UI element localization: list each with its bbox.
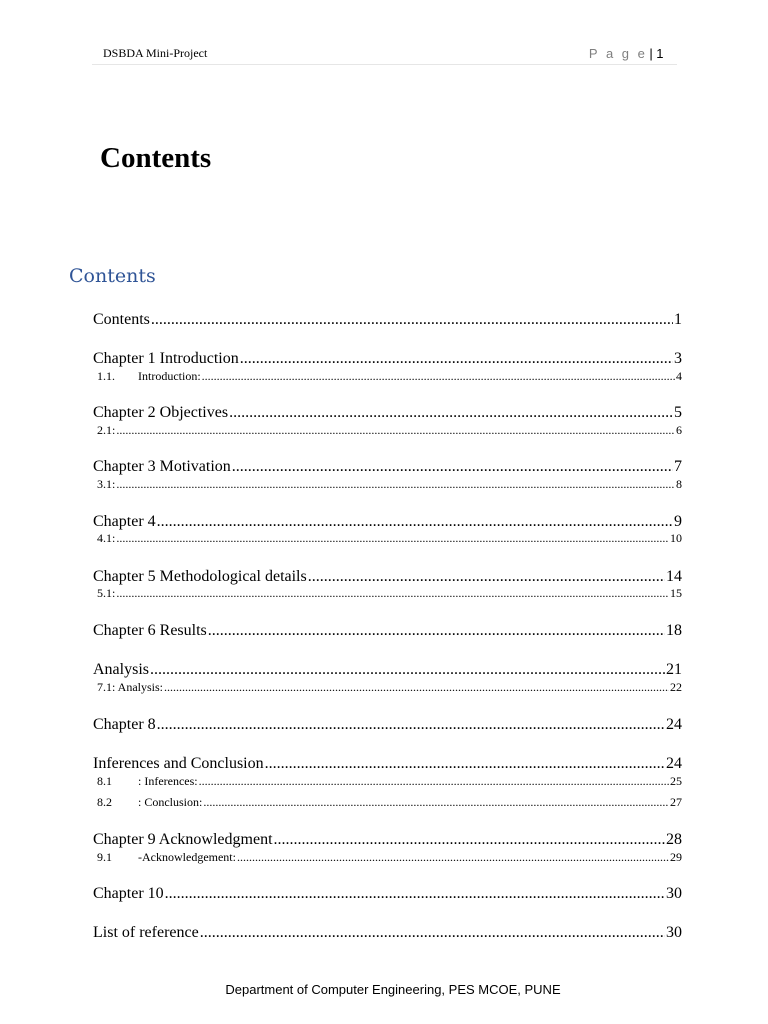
toc-entry-label: Chapter 2 Objectives <box>93 404 229 421</box>
toc-leader <box>151 310 673 330</box>
toc-leader <box>116 531 669 545</box>
toc-leader <box>308 567 665 587</box>
toc-leader <box>265 754 665 774</box>
toc-entry-label: List of reference <box>93 924 199 941</box>
toc-subentry-page: 29 <box>670 850 682 864</box>
toc-entry[interactable] <box>93 754 682 774</box>
toc-subentry-label: : Inferences: <box>138 774 198 788</box>
toc-subentry[interactable] <box>97 680 682 694</box>
page-label: P a g e <box>588 46 648 61</box>
toc-entry[interactable] <box>93 884 682 904</box>
toc-entry-page: 5 <box>674 404 682 421</box>
toc-subentry[interactable] <box>97 423 682 437</box>
toc-entry[interactable] <box>93 567 682 587</box>
toc-entry[interactable] <box>93 457 682 477</box>
toc-entry[interactable] <box>93 621 682 641</box>
toc-entry-page: 1 <box>674 311 682 328</box>
toc-subentry-page: 8 <box>676 477 682 491</box>
toc-heading: Contents <box>69 265 156 287</box>
toc-entry-label: Contents <box>93 311 150 328</box>
toc-subentry-page: 4 <box>676 369 682 383</box>
toc-leader <box>199 774 669 788</box>
page-title: Contents <box>100 142 212 174</box>
toc-leader <box>232 457 673 477</box>
toc-leader <box>116 423 675 437</box>
toc-entry-label: Inferences and Conclusion <box>93 755 264 772</box>
toc-entry-page: 24 <box>666 755 682 772</box>
toc-entry[interactable] <box>93 403 682 423</box>
toc-subentry-page: 15 <box>670 586 682 600</box>
toc-entry[interactable] <box>93 715 682 735</box>
toc-entry[interactable] <box>93 310 682 330</box>
toc-subentry[interactable] <box>97 586 682 600</box>
toc-entry-label: Chapter 10 <box>93 885 164 902</box>
toc-leader <box>237 850 669 864</box>
toc-subentry-number: 8.1 <box>97 774 112 788</box>
toc-leader <box>164 680 669 694</box>
toc-subentry[interactable] <box>97 477 682 491</box>
toc-entry-page: 7 <box>674 458 682 475</box>
toc-subentry[interactable] <box>97 850 682 864</box>
toc-entry-page: 21 <box>666 661 682 678</box>
toc-subentry-label: 4.1: <box>97 531 116 545</box>
toc-entry-label: Chapter 3 Motivation <box>93 458 231 475</box>
toc-leader <box>165 884 665 904</box>
toc-entry-page: 28 <box>666 831 682 848</box>
toc-subentry-page: 22 <box>670 680 682 694</box>
toc-entry-label: Chapter 4 <box>93 513 156 530</box>
toc-leader <box>229 403 673 423</box>
toc-entry-page: 14 <box>666 568 682 585</box>
toc-entry-page: 3 <box>674 350 682 367</box>
toc-entry[interactable] <box>93 660 682 680</box>
toc-leader <box>116 586 669 600</box>
toc-entry[interactable] <box>93 923 682 943</box>
toc-entry-label: Chapter 8 <box>93 716 156 733</box>
header-rule <box>92 64 677 65</box>
page-footer: Department of Computer Engineering, PES MCOE, PUNE <box>225 982 561 997</box>
toc-leader <box>157 512 673 532</box>
toc-leader <box>203 795 669 809</box>
header-document-title: DSBDA Mini-Project <box>103 46 208 60</box>
toc-entry-label: Chapter 6 Results <box>93 622 207 639</box>
toc-entry[interactable] <box>93 830 682 850</box>
toc-subentry-page: 27 <box>670 795 682 809</box>
page-separator: | <box>649 46 654 61</box>
toc-subentry-label: 5.1: <box>97 586 116 600</box>
toc-leader <box>150 660 665 680</box>
toc-subentry-label: 7.1: Analysis: <box>97 680 164 694</box>
toc-subentry-page: 25 <box>670 774 682 788</box>
toc-subentry-label: 3.1: <box>97 477 116 491</box>
toc-subentry-label: Introduction: <box>138 369 201 383</box>
toc-entry-page: 24 <box>666 716 682 733</box>
toc-subentry[interactable] <box>97 774 682 788</box>
toc-subentry-label: : Conclusion: <box>138 795 203 809</box>
toc-leader <box>240 349 673 369</box>
toc-subentry-page: 6 <box>676 423 682 437</box>
toc-entry[interactable] <box>93 349 682 369</box>
toc-entry-page: 30 <box>666 924 682 941</box>
toc-entry-label: Analysis <box>93 661 149 678</box>
toc-subentry-number: 9.1 <box>97 850 112 864</box>
toc-subentry-number: 8.2 <box>97 795 112 809</box>
toc-subentry[interactable] <box>97 369 682 383</box>
toc-entry-label: Chapter 9 Acknowledgment <box>93 831 273 848</box>
toc-entry-label: Chapter 1 Introduction <box>93 350 239 367</box>
toc-subentry-number: 1.1. <box>97 369 115 383</box>
toc-leader <box>274 830 665 850</box>
toc-leader <box>116 477 675 491</box>
toc-entry[interactable] <box>93 512 682 532</box>
toc-subentry-label: 2.1: <box>97 423 116 437</box>
toc-entry-page: 9 <box>674 513 682 530</box>
toc-subentry-label: -Acknowledgement: <box>138 850 236 864</box>
toc-leader <box>208 621 665 641</box>
toc-leader <box>200 923 665 943</box>
toc-entry-page: 18 <box>666 622 682 639</box>
toc-entry-label: Chapter 5 Methodological details <box>93 568 307 585</box>
toc-entry-page: 30 <box>666 885 682 902</box>
toc-leader <box>202 369 675 383</box>
toc-subentry[interactable] <box>97 795 682 809</box>
toc-subentry[interactable] <box>97 531 682 545</box>
toc-leader <box>157 715 665 735</box>
toc-subentry-page: 10 <box>670 531 682 545</box>
page-number: 1 <box>656 46 664 61</box>
header-page-indicator <box>589 46 664 61</box>
